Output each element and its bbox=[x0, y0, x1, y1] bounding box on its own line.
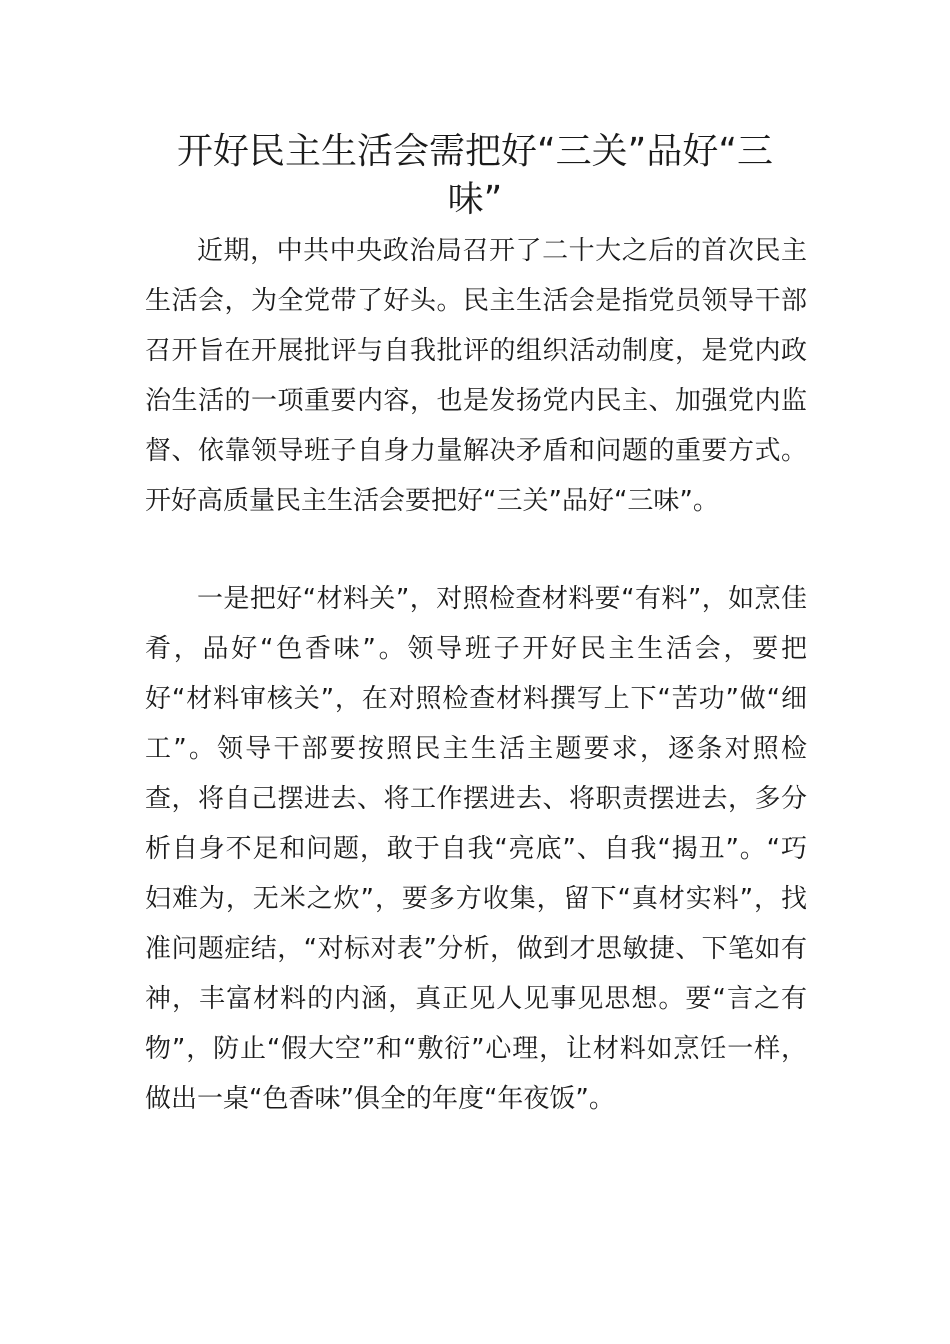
paragraph-intro: 近期，中共中央政治局召开了二十大之后的首次民主生活会，为全党带了好头。民主生活会是指党员领导干部召开旨在开展批评与自我批评的组织活动制度，是党内政治生活的一项重要内容，也是发扬党内民主、加强党内监督、依靠领导班子自身力量解决矛盾和问题的重要方式。开好高质量民主生活会要把好“三关”品好“三味”。 bbox=[145, 236, 807, 516]
document-title: 开好民主生活会需把好“三关”品好“三味” bbox=[177, 131, 773, 220]
paragraph-materials: 一是把好“材料关”，对照检查材料要“有料”，如烹佳肴，品好“色香味”。领导班子开好民主生活会，要把好“材料审核关”，在对照检查材料撰写上下“苦功”做“细工”。领导干部要按照民主生活主题要求，逐条对照检查，将自己摆进去、将工作摆进去、将职责摆进去，多分析自身不足和问题，敢于自我“亮底”、自我“揭丑”。“巧妇难为，无米之炊”，要多方收集，留下“真材实料”，找准问题症结，“对标对表”分析，做到才思敏捷、下笔如有神，丰富材料的内涵，真正见人见事见思想。要“言之有物”，防止“假大空”和“敷衍”心理，让材料如烹饪一样，做出一桌“色香味”俱全的年度“年夜饭”。 bbox=[145, 584, 807, 1114]
